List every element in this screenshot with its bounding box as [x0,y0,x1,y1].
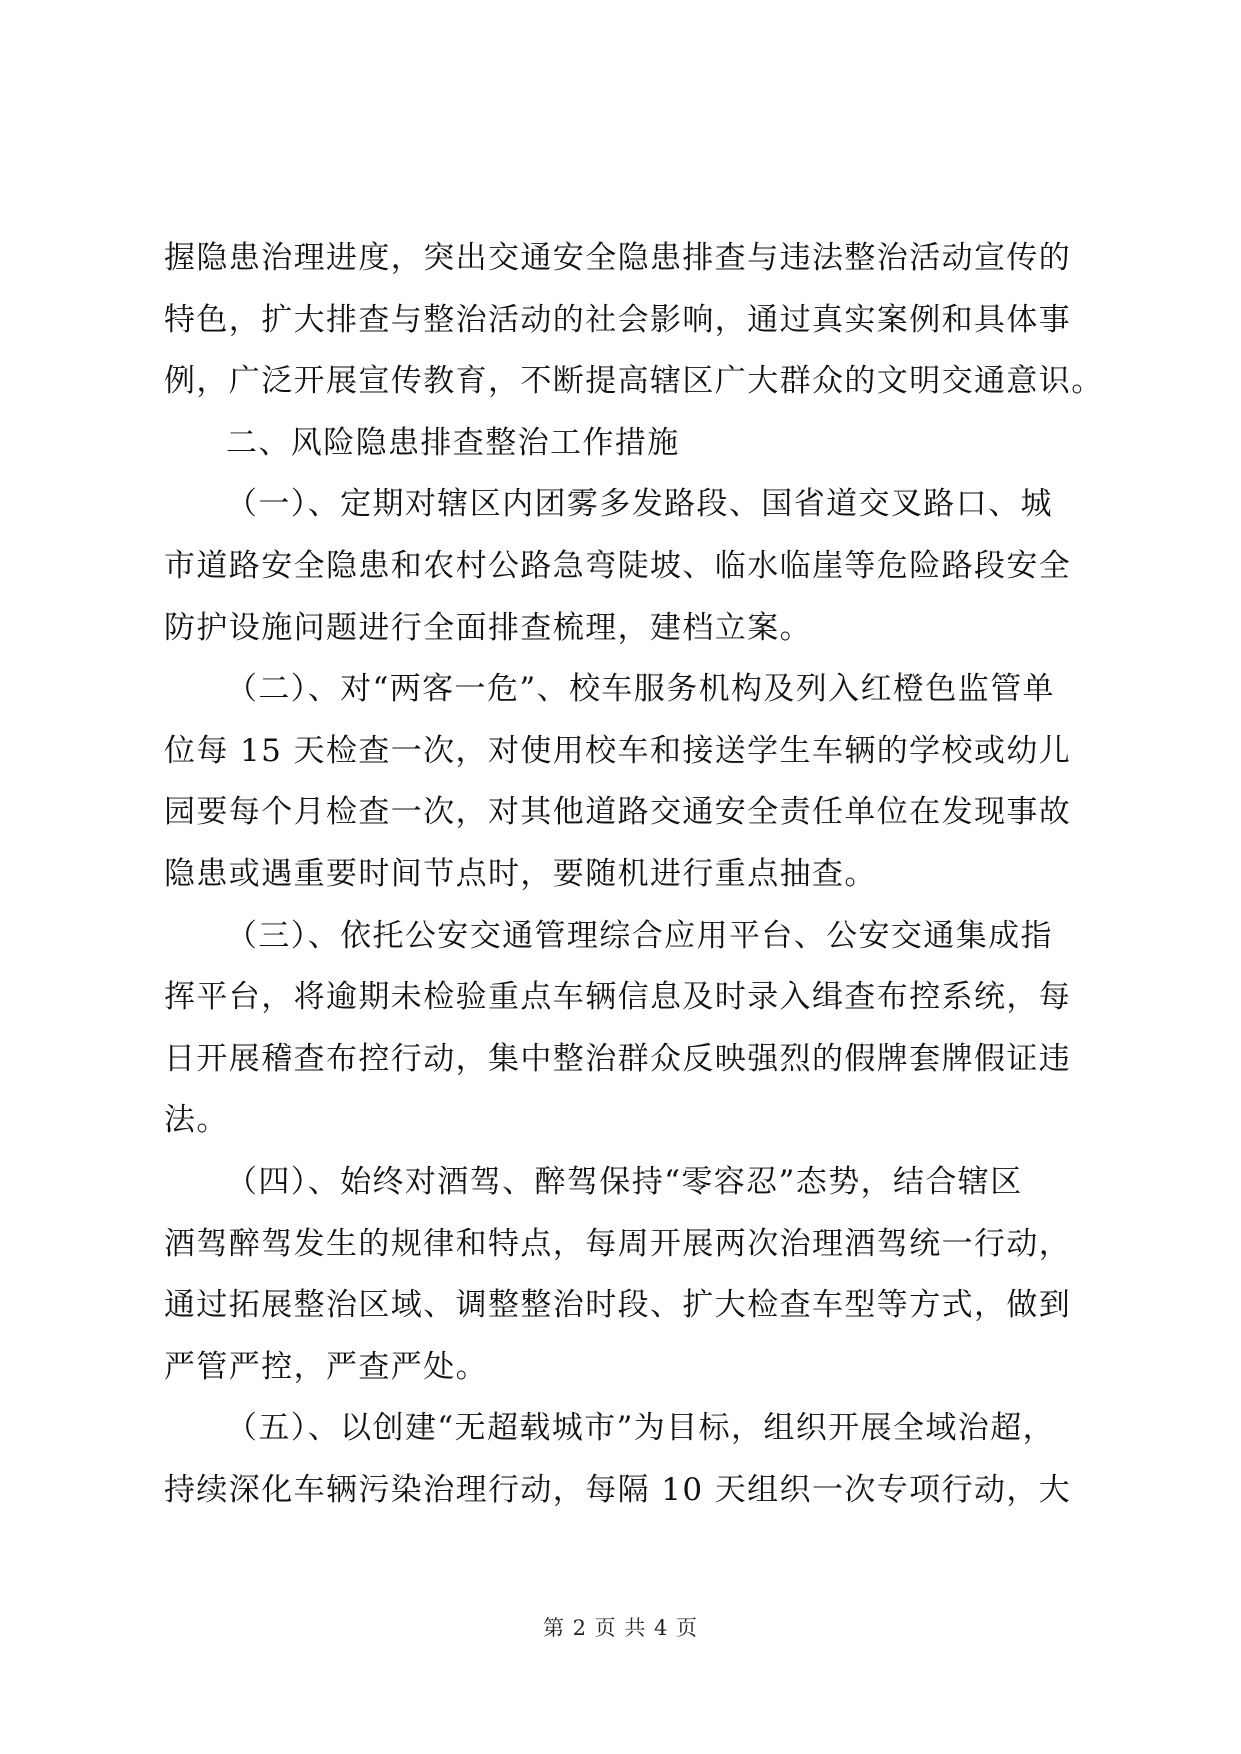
text-line: 例，广泛开展宣传教育，不断提高辖区广大群众的文明交通意识。 [164,363,1104,400]
text-line: 握隐患治理进度，突出交通安全隐患排查与违法整治活动宣传的 [164,240,1072,276]
text-line: 特色，扩大排查与整治活动的社会影响，通过真实案例和具体事 [164,301,1072,338]
section-heading: 二、风险隐患排查整治工作措施 [226,424,680,461]
text-line: 持续深化车辆污染治理行动，每隔 10 天组织一次专项行动，大 [164,1471,1072,1508]
text-line: 酒驾醉驾发生的规律和特点，每周开展两次治理酒驾统一行动， [164,1225,1072,1262]
text-line: 位每 15 天检查一次，对使用校车和接送学生车辆的学校或幼儿 [164,732,1072,769]
text-line: 园要每个月检查一次，对其他道路交通安全责任单位在发现事故 [164,794,1072,831]
text-line: 日开展稽查布控行动，集中整治群众反映强烈的假牌套牌假证违 [164,1040,1072,1077]
text-line: 通过拓展整治区域、调整整治时段、扩大检查车型等方式，做到 [164,1287,1072,1324]
document-body [164,228,1104,1521]
text-line: 防护设施问题进行全面排查梳理，建档立案。 [164,609,812,646]
text-line: （三）、依托公安交通管理综合应用平台、公安交通集成指 [226,917,1053,954]
text-line: 挥平台，将逾期未检验重点车辆信息及时录入缉查布控系统，每 [164,979,1072,1016]
text-line: 隐患或遇重要时间节点时，要随机进行重点抽查。 [164,855,877,892]
text-line: （二）、对“两客一危”、校车服务机构及列入红橙色监管单 [226,671,1055,708]
text-line: 严管严控，严查严处。 [164,1348,488,1385]
text-line: 市道路安全隐患和农村公路急弯陡坡、临水临崖等危险路段安全 [164,547,1072,584]
text-line: 法。 [164,1102,229,1139]
text-line: （五）、以创建“无超载城市”为目标，组织开展全域治超， [226,1410,1055,1447]
text-line: （一）、定期对辖区内团雾多发路段、国省道交叉路口、城 [226,486,1053,523]
page-number-footer: 第 2 页 共 4 页 [542,1616,699,1640]
text-line: （四）、始终对酒驾、醉驾保持“零容忍”态势，结合辖区 [226,1163,1023,1200]
